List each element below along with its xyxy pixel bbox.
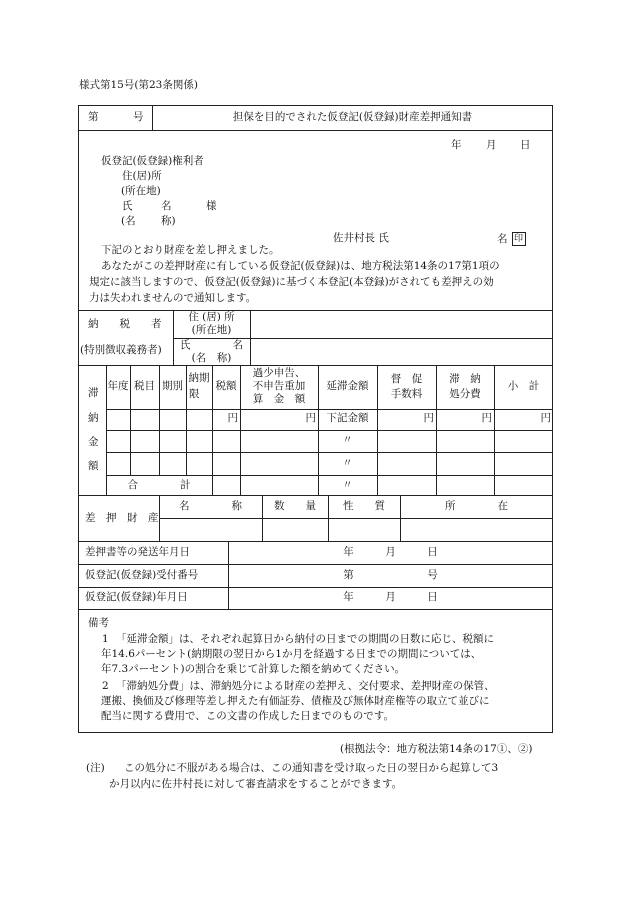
col-disposal-header-1: 滞 納 (449, 373, 481, 385)
total-label: 合 計 (127, 479, 191, 491)
seized-col-location: 所 在 (445, 500, 508, 512)
col-amount-header: 税額 (215, 380, 237, 392)
date-year: 年 (451, 139, 462, 151)
registration-number-label: 仮登記(仮登録)受付番号 (85, 569, 199, 581)
body-line-4: 力は失われませんので通知します。 (89, 292, 257, 304)
document-title: 担保を目的でされた仮登記(仮登録)財産差押通知書 (232, 111, 473, 123)
remarks-number-2: 2 (102, 680, 109, 692)
dispatch-date-value: 年 月 日 (343, 546, 438, 558)
seized-col-quantity: 数 量 (274, 500, 316, 512)
col-extra-header-1: 過少申告、 (252, 367, 306, 379)
yen-unit-amount: 円 (227, 412, 238, 424)
late-first-row: 下記金額 (326, 412, 369, 424)
recipient-title-label-2: 称) (161, 215, 176, 227)
registration-number-value: 第 号 (343, 569, 438, 581)
date-day: 日 (520, 139, 531, 151)
taxpayer-address-label-2: (所在地) (191, 324, 232, 336)
delinquent-side-label-4: 額 (88, 460, 99, 472)
note-line-2: か月以内に佐井村長に対して審査請求をすることができます。 (109, 778, 403, 790)
ditto-mark-1: 〃 (342, 434, 353, 446)
col-subtotal-header: 小 計 (507, 380, 540, 392)
note-label: (注) (86, 762, 105, 774)
yen-unit-subtotal: 円 (540, 412, 551, 424)
seal-mark: 印 (512, 232, 526, 246)
registration-date-label: 仮登記(仮登録)年月日 (85, 591, 188, 603)
recipient-location-label: (所在地) (121, 185, 161, 197)
col-due-header-2: 限 (189, 388, 200, 400)
ditto-mark-3: 〃 (342, 479, 353, 491)
dispatch-date-label: 差押書等の発送年月日 (85, 546, 190, 558)
col-tax-header: 税目 (134, 380, 155, 392)
col-fee-header-1: 督 促 (390, 373, 423, 385)
col-extra-header-2: 不申告重加 (252, 380, 306, 392)
number-label: 第 (88, 111, 99, 123)
sender-name: 佐井村長 氏 (333, 232, 389, 244)
taxpayer-label-2: (特別徴収義務者) (80, 344, 162, 356)
body-line-3: 規定に該当しますので、仮登記(仮登録)に基づく本登記(本登録)がされても差押えの効 (89, 276, 494, 288)
seized-col-quality: 性 質 (343, 500, 385, 512)
delinquent-side-label-2: 納 (88, 412, 99, 424)
remarks-2-line-2: 運搬、換価及び修理等差し押えた有価証券、債権及び無体財産権等の取立て並びに (101, 695, 490, 707)
delinquent-side-label-3: 金 (88, 436, 99, 448)
col-late-header: 延滞金額 (326, 380, 369, 392)
recipient-heading: 仮登記(仮登録)権利者 (101, 155, 204, 167)
taxpayer-label-1: 納 税 者 (88, 318, 162, 330)
remarks-1-line-2: 年14.6パーセント(納期限の翌日から1か月を経過する日までの期間については、 (101, 648, 482, 660)
col-period-header: 期別 (162, 380, 183, 392)
taxpayer-name-label-2: (名 称) (191, 352, 232, 364)
date-month: 月 (486, 139, 497, 151)
recipient-honorific: 様 (206, 200, 217, 212)
legal-basis: (根拠法令：地方税法第14条の17①、②) (340, 743, 533, 755)
col-disposal-header-2: 処分費 (449, 388, 481, 400)
ditto-mark-2: 〃 (342, 457, 353, 469)
remarks-2-line-1: 「滞納処分費」は、滞納処分による財産の差押え、交付要求、差押財産の保管、 (116, 680, 495, 692)
yen-unit-disposal: 円 (481, 412, 492, 424)
yen-unit-fee: 円 (423, 412, 434, 424)
remarks-1-line-1: 「延滞金額」は、それぞれ起算日から納付の日までの期間の日数に応じ、税額に (116, 633, 494, 645)
sender-name-suffix: 名 印 (497, 232, 526, 246)
remarks-heading: 備考 (88, 617, 109, 629)
note-line-1: この処分に不服がある場合は、この通知書を受け取った日の翌日から起算して3 (124, 762, 499, 774)
recipient-name-label-2: 名 (161, 200, 172, 212)
recipient-title-label-1: (名 (121, 215, 136, 227)
form-number-label: 様式第15号(第23条関係) (79, 79, 198, 91)
remarks-2-line-3: 配当に関する費用で、この文書の作成した日までのものです。 (101, 710, 394, 722)
taxpayer-address-label-1: 住 (居) 所 (188, 311, 235, 323)
remarks-1-line-3: 年7.3パーセント)の割合を乗じて計算した額を納めてください。 (101, 663, 406, 675)
taxpayer-name-label-1: 氏 名 (180, 339, 243, 351)
col-fee-header-2: 手数料 (390, 388, 423, 400)
yen-unit-extra: 円 (305, 412, 316, 424)
col-year-header: 年度 (107, 380, 129, 392)
body-line-1: 下記のとおり財産を差し押えました。 (101, 244, 280, 256)
recipient-name-label-1: 氏 (122, 200, 133, 212)
body-line-2: あなたがこの差押財産に有している仮登記(仮登録)は、地方税法第14条の17第1項の (101, 260, 500, 272)
seized-property-label: 差 押 財 産 (85, 512, 159, 524)
recipient-address-label: 住(居)所 (122, 170, 162, 182)
registration-date-value: 年 月 日 (343, 591, 438, 603)
number-suffix: 号 (133, 111, 144, 123)
delinquent-side-label-1: 滞 (88, 387, 99, 399)
seized-col-name: 名 称 (179, 500, 242, 512)
col-due-header-1: 納期 (188, 372, 210, 384)
col-extra-header-3: 算 金 額 (252, 393, 306, 405)
remarks-number-1: 1 (102, 633, 109, 645)
